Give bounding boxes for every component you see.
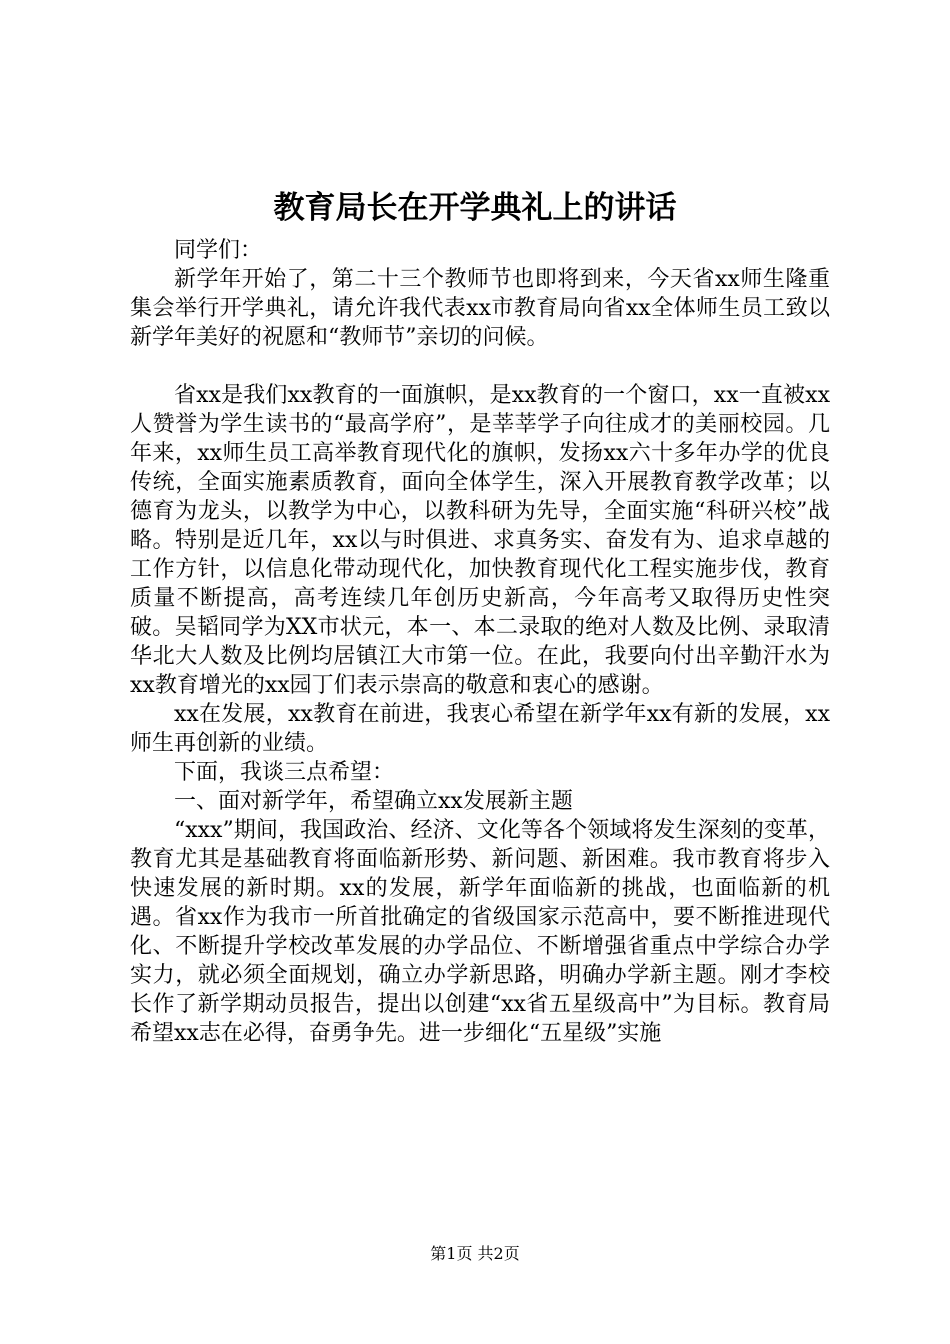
document-title: 教育局长在开学典礼上的讲话 — [273, 190, 677, 226]
section-heading: 一、面对新学年，希望确立xx发展新主题 — [174, 789, 573, 814]
document-body — [130, 236, 830, 1048]
paragraph: 新学年开始了，第二十三个教师节也即将到来，今天省xx师生隆重集会举行开学典礼，请允许我代表xx市教育局向省xx全体师生员工致以新学年美好的祝愿和“教师节”亲切的问候。 — [130, 267, 830, 350]
paragraph: xx在发展，xx教育在前进，我衷心希望在新学年xx有新的发展，xx师生再创新的业绩。 — [130, 702, 830, 756]
paragraph: 下面，我谈三点希望： — [174, 760, 395, 785]
page-footer: 第1页 共2页 — [430, 1244, 520, 1263]
paragraph-greeting: 同学们： — [174, 238, 263, 263]
paragraph: “xxx”期间，我国政治、经济、文化等各个领域将发生深刻的变革，教育尤其是基础教育将面临新形势、新问题、新困难。我市教育将步入快速发展的新时期。xx的发展，新学年面临新的挑战，也面临新的机遇。省xx作为我市一所首批确定的省级国家示范高中，要不断推进现代化、不断提升学校改革发展的办学品位、不断增强省重点中学综合办学实力，就必须全面规划，确立办学新思路，明确办学新主题。刚才李校长作了新学期动员报告，提出以创建“xx省五星级高中”为目标。教育局希望xx志在必得，奋勇争先。进一步细化“五星级”实施 — [130, 818, 830, 1046]
paragraph: 省xx是我们xx教育的一面旗帜，是xx教育的一个窗口，xx一直被xx人赞誉为学生读书的“最高学府”，是莘莘学子向往成才的美丽校园。几年来，xx师生员工高举教育现代化的旗帜，发扬xx六十多年办学的优良传统，全面实施素质教育，面向全体学生，深入开展教育教学改革；以德育为龙头，以教学为中心，以教科研为先导，全面实施“科研兴校”战略。特别是近几年，xx以与时俱进、求真务实、奋发有为、追求卓越的工作方针，以信息化带动现代化，加快教育现代化工程实施步伐，教育质量不断提高，高考连续几年创历史新高，今年高考又取得历史性突破。吴韬同学为XX市状元，本一、本二录取的绝对人数及比例、录取清华北大人数及比例均居镇江大市第一位。在此，我要向付出辛勤汗水为xx教育增光的xx园丁们表示崇高的敬意和衷心的感谢。 — [130, 383, 830, 698]
